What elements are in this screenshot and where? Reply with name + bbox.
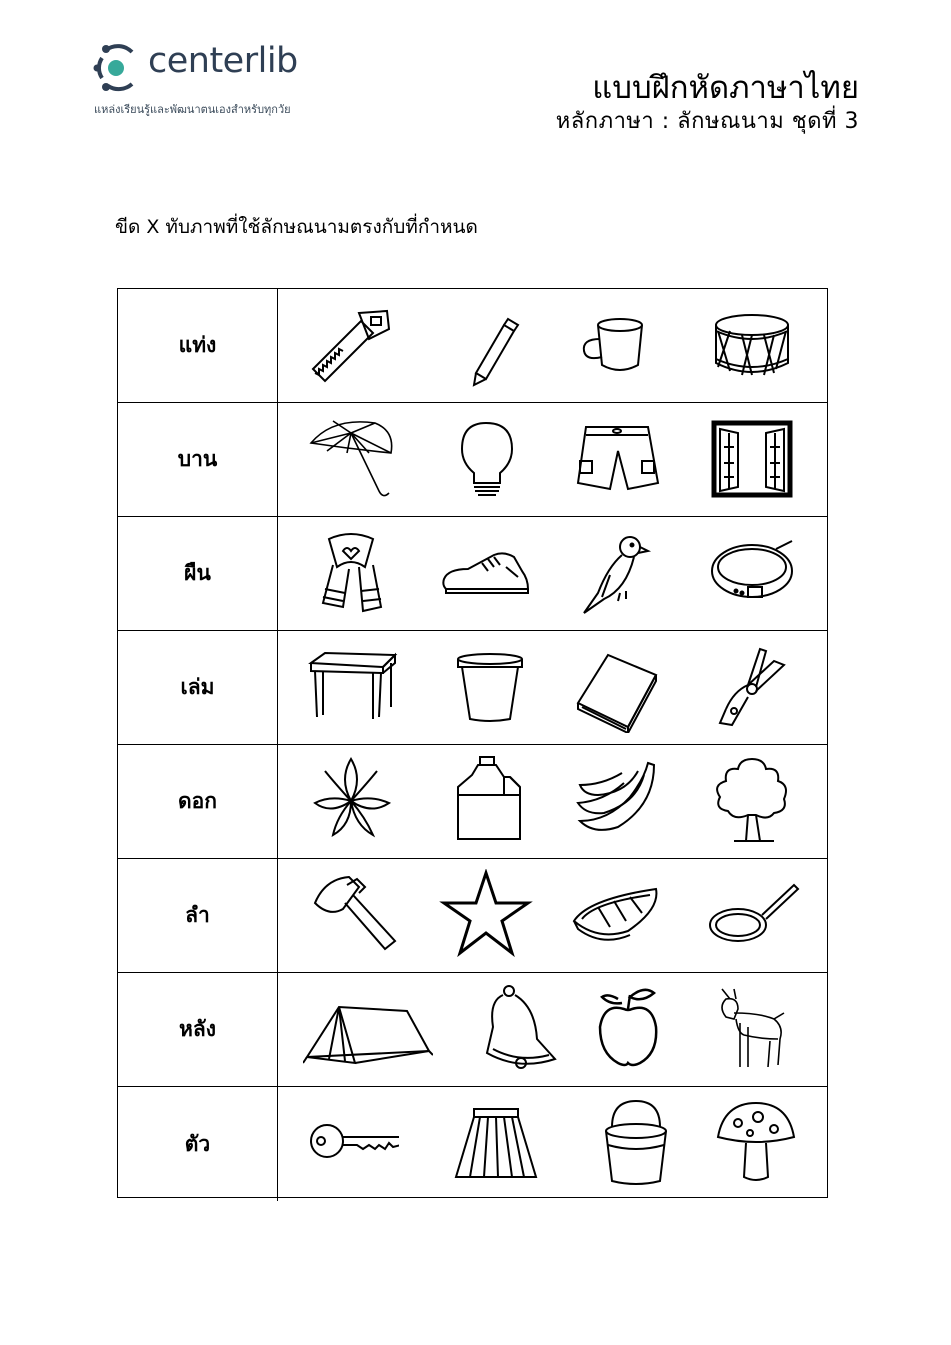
collar-icon[interactable] [704, 527, 800, 619]
classifier-label: ลำ [185, 903, 210, 927]
classifier-cell [118, 1087, 278, 1201]
classifier-label: ดอก [178, 789, 217, 813]
logo-mark-icon [92, 40, 144, 92]
book-icon[interactable] [568, 641, 664, 733]
cup-icon[interactable] [568, 299, 664, 391]
boat-icon[interactable] [568, 869, 664, 961]
classifier-label: บาน [177, 447, 218, 471]
exercise-table [117, 288, 828, 1198]
classifier-cell [118, 859, 278, 972]
mushroom-icon[interactable] [708, 1097, 804, 1189]
classifier-label: หลัง [179, 1017, 216, 1041]
pliers-icon[interactable] [704, 641, 800, 733]
pencil-icon[interactable] [438, 299, 534, 391]
classifier-label: แท่ง [178, 333, 217, 357]
brand-name: centerlib [148, 41, 298, 81]
instruction-text: ขีด X ทับภาพที่ใช้ลักษณนามตรงกับที่กำหนด [115, 216, 478, 238]
skirt-icon[interactable] [448, 1097, 544, 1189]
table-icon[interactable] [303, 641, 399, 733]
table-row [118, 973, 827, 1087]
light-bulb-icon[interactable] [438, 413, 534, 505]
classifier-cell [118, 745, 278, 858]
classifier-label: เล่ม [180, 675, 215, 699]
page-subtitle: หลักภาษา : ลักษณนาม ชุดที่ 3 [555, 109, 859, 134]
classifier-label: ผืน [184, 561, 211, 585]
table-row [118, 289, 827, 403]
brand-tagline: แหล่งเรียนรู้และพัฒนาตนเองสำหรับทุกวัย [94, 103, 291, 116]
table-row [118, 517, 827, 631]
centerlib-logo [92, 40, 352, 120]
scarf-icon[interactable] [303, 527, 399, 619]
drum-icon[interactable] [704, 299, 800, 391]
table-row [118, 745, 827, 859]
flower-icon[interactable] [303, 755, 399, 847]
shorts-icon[interactable] [568, 413, 664, 505]
table-row [118, 403, 827, 517]
table-row [118, 631, 827, 745]
bird-icon[interactable] [568, 527, 664, 619]
table-row [118, 1087, 827, 1201]
axe-icon[interactable] [303, 869, 399, 961]
tree-icon[interactable] [704, 755, 800, 847]
classifier-cell [118, 289, 278, 402]
classifier-cell [118, 973, 278, 1086]
frying-pan-icon[interactable] [704, 869, 800, 961]
classifier-cell [118, 631, 278, 744]
page-title: แบบฝึกหัดภาษาไทย [592, 70, 859, 106]
key-icon[interactable] [303, 1097, 399, 1189]
flower-pot-icon[interactable] [438, 641, 534, 733]
classifier-label: ตัว [184, 1131, 211, 1156]
umbrella-icon[interactable] [303, 413, 399, 505]
tent-icon[interactable] [303, 983, 433, 1075]
star-icon[interactable] [438, 869, 534, 961]
table-row [118, 859, 827, 973]
saw-icon[interactable] [303, 299, 399, 391]
bell-icon[interactable] [473, 983, 569, 1075]
banana-icon[interactable] [568, 755, 664, 847]
goat-icon[interactable] [704, 983, 800, 1075]
classifier-cell [118, 403, 278, 516]
jug-icon[interactable] [438, 755, 534, 847]
bucket-icon[interactable] [588, 1097, 684, 1189]
window-icon[interactable] [704, 413, 800, 505]
apple-icon[interactable] [588, 983, 684, 1075]
sneaker-icon[interactable] [438, 527, 534, 619]
classifier-cell [118, 517, 278, 630]
